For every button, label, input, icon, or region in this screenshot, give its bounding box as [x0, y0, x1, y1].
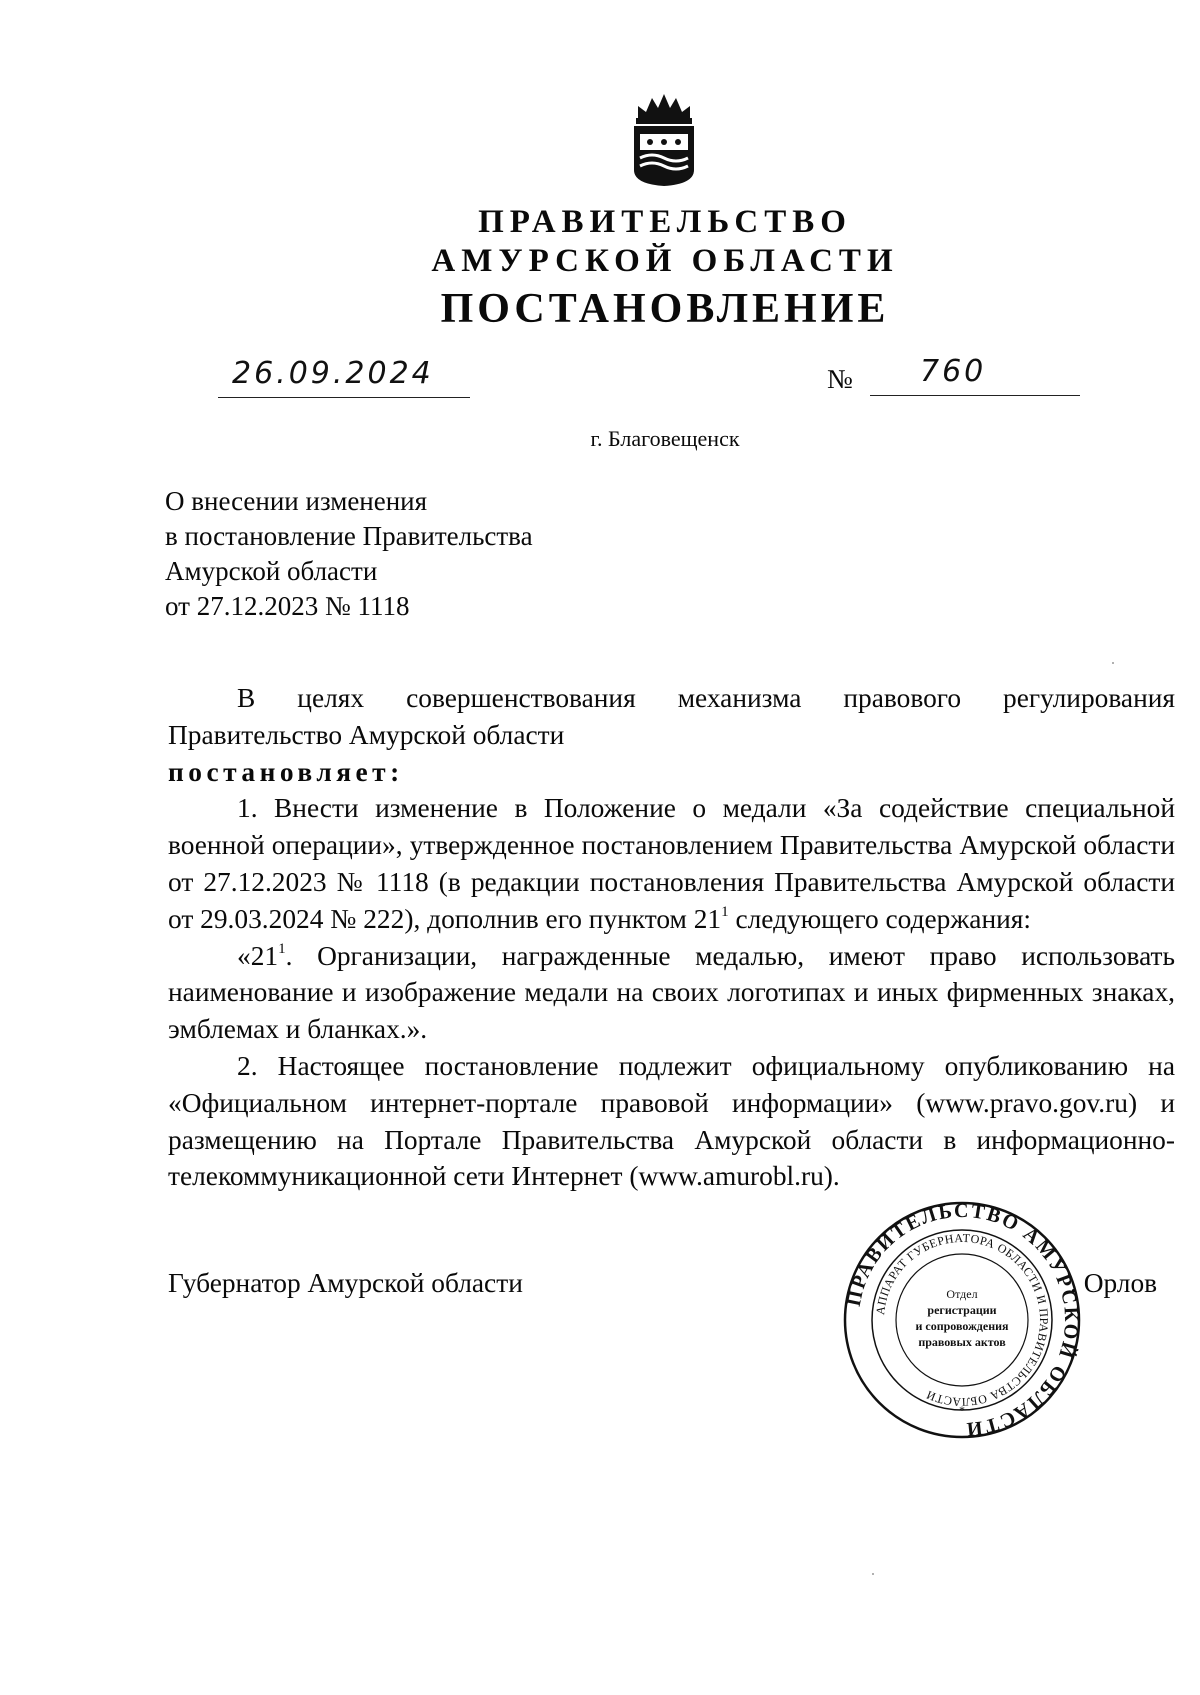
svg-text:АППАРАТ ГУБЕРНАТОРА ОБЛАСТИ И: АППАРАТ ГУБЕРНАТОРА ОБЛАСТИ И ПРАВИТЕЛЬСТВА ОБЛАСТИ — [873, 1230, 1052, 1410]
document-subject — [165, 484, 765, 624]
scan-speck — [1112, 662, 1114, 664]
signatory-name: . Орлов — [1070, 1268, 1158, 1298]
svg-text:Отдел: Отдел — [946, 1287, 978, 1301]
signatory-title: Губернатор Амурской области — [168, 1268, 523, 1298]
number-underline — [870, 395, 1080, 396]
city-label: г. Благовещенск — [590, 426, 740, 451]
number-field — [870, 354, 1080, 400]
coat-of-arms-icon — [628, 92, 700, 188]
date-underline — [218, 397, 470, 398]
document-body — [168, 680, 1175, 1195]
quoted-clause-paragraph: «$21^1$. Организации, награжденные медалью, имеют право использовать наименование и изображение медали на своих логотипах и иных фирменных знаках, эмблемах и бланках.». — [168, 940, 1175, 1045]
scan-speck — [872, 1573, 874, 1575]
document-type-title: ПОСТАНОВЛЕНИЕ — [440, 286, 890, 332]
svg-text:регистрации: регистрации — [927, 1303, 997, 1317]
date-field — [218, 356, 470, 400]
subject-line: О внесении изменения — [165, 486, 428, 516]
official-seal-stamp — [842, 1200, 1082, 1440]
svg-text:*: * — [959, 1403, 965, 1417]
preamble-paragraph: В целях совершенствования механизма правового регулирования Правительство Амурской области — [168, 683, 1175, 750]
subject-line: от 27.12.2023 № 1118 — [165, 591, 410, 621]
government-name-line2: АМУРСКОЙ ОБЛАСТИ — [431, 243, 899, 279]
subject-line: Амурской области — [165, 556, 378, 586]
government-name-line1: ПРАВИТЕЛЬСТВО — [478, 204, 852, 240]
item-2-paragraph: 2. Настоящее постановление подлежит официальному опубликованию на «Официальном интернет-портале правовой информации» (www.pravo.gov.ru) и размещению на Портале Правительства Амурской области в информационно-телекоммуникационной сети Интернет (www.amurobl.ru). — [168, 1050, 1175, 1192]
svg-text:правовых актов: правовых актов — [918, 1335, 1006, 1349]
svg-text:ПРАВИТЕЛЬСТВО АМУРСКОЙ ОБЛАСТИ: ПРАВИТЕЛЬСТВО АМУРСКОЙ ОБЛАСТИ — [842, 1200, 1082, 1440]
subject-line: в постановление Правительства — [165, 521, 533, 551]
handwritten-date: 26.09.2024 — [232, 356, 434, 391]
svg-text:и сопровождения: и сопровождения — [915, 1319, 1009, 1333]
handwritten-number: 760 — [920, 354, 987, 389]
number-sign: № — [827, 364, 853, 394]
item-1-paragraph: 1. Внести изменение в Положение о медали «За содействие специальной военной операции», утвержденное постановлением Правительства Амурской области от 27.12.2023 № 1118 (в редакции постановления Правительства Амурской области от 29.03.2024 № 222), дополнив его пунктом $21^1$ следующего содержания: — [168, 793, 1175, 934]
resolves-keyword: постановляет: — [168, 756, 404, 787]
